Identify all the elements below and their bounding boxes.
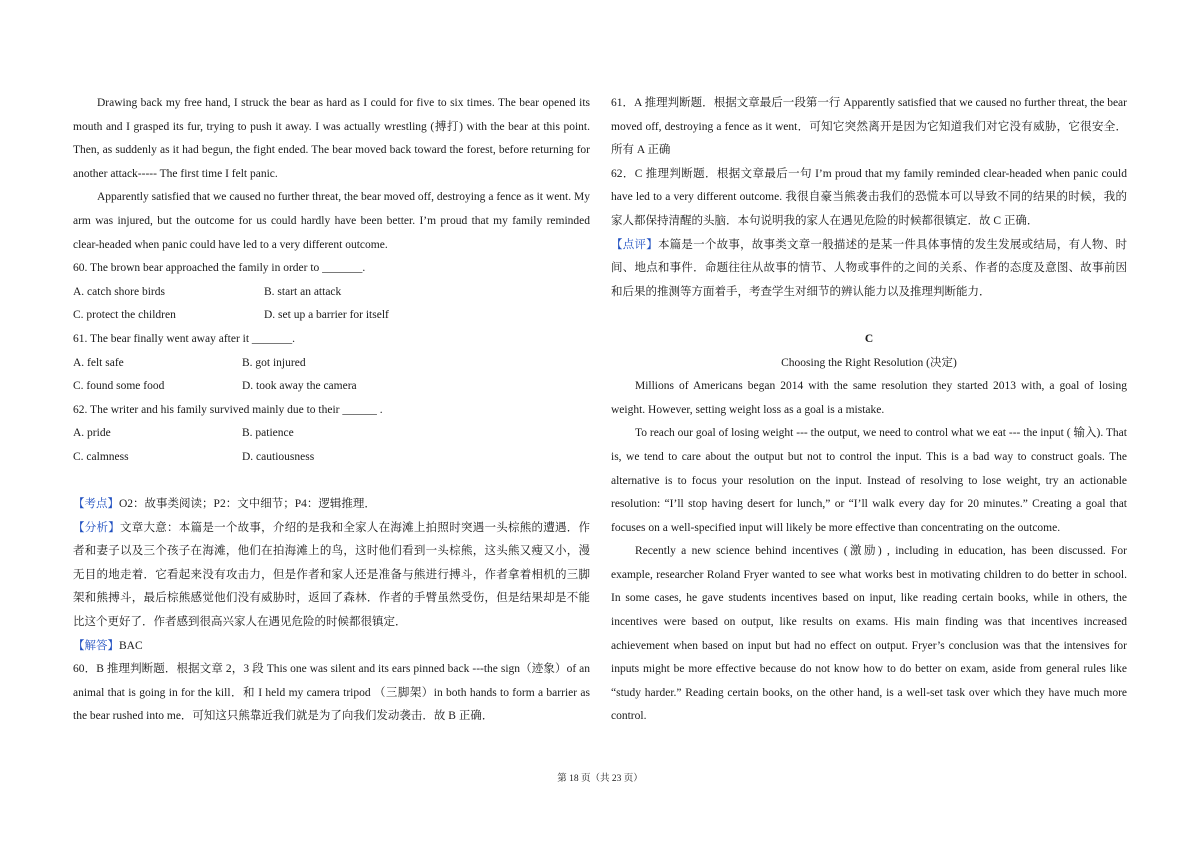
left-column	[73, 92, 590, 729]
option-60-d: D. set up a barrier for itself	[264, 309, 389, 322]
question-62: 62. The writer and his family survived mainly due to their ______ .	[73, 403, 383, 416]
option-62-d: D. cautiousness	[242, 450, 315, 463]
fenxi-tag: 【分析】	[73, 521, 121, 534]
jieda-section	[73, 635, 590, 659]
question-60: 60. The brown bear approached the family in order to _______.	[73, 262, 366, 275]
passage-paragraph-1: Drawing back my free hand, I struck the bear as hard as I could for five to six times. The bear opened its mouth and I grasped its fur, trying to push it away. I was actually wrestling (搏打) with the bear at this point. Then, as suddenly as it had begun, the fight ended. The bear moved back toward the forest, before returning for another attack----- The first time I felt panic.	[73, 97, 590, 180]
answer-60: 60．B 推理判断题．根据文章 2，3 段 This one was silent and its ears pinned back ---the sign（迹象）of an animal that is going in for the kill．和 I held my camera tripod （三脚架）in both hands to form a barrier as the bear rushed into me．可知这只熊靠近我们就是为了向我们发动袭击．故 B 正确．	[73, 663, 590, 723]
fenxi-section	[73, 517, 590, 635]
question-61-options-row-2	[73, 375, 590, 399]
passage-c-paragraph-1: Millions of Americans began 2014 with the same resolution they started 2013 with, a goal of losing weight. However, setting weight loss as a goal is a mistake.	[611, 380, 1127, 416]
section-label: C	[864, 332, 874, 345]
question-61: 61. The bear finally went away after it _______.	[73, 332, 296, 345]
answer-61: 61．A 推理判断题．根据文章最后一段第一行 Apparently satisfied that we caused no further threat, the bear moved off, destroying a fence as it went．可知它突然离开是因为它知道我们对它没有威胁，它很安全．所有 A 正确	[611, 97, 1127, 157]
answer-62: 62．C 推理判断题．根据文章最后一句 I’m proud that my family reminded clear-headed when panic could have led to a very different outcome. 我很自豪当熊袭击我们的恐慌本可以导致不同的结果的时候，我的家人都保持清醒的头脑．本句说明我的家人在遇见危险的时候都很镇定．故 C 正确．	[611, 167, 1127, 227]
fenxi-text: 文章大意：本篇是一个故事，介绍的是我和全家人在海滩上拍照时突遇一头棕熊的遭遇．作者和妻子以及三个孩子在海滩，他们在拍海滩上的鸟，这时他们看到一头棕熊，这头熊又瘦又小，漫无目的地走着．它看起来没有攻击力，但是作者和家人还是准备与熊进行搏斗，作者拿着相机的三脚架和熊搏斗，最后棕熊感觉他们没有威胁时，返回了森林．作者的手臂虽然受伤，但是结果却是不能比这个更好了．作者感到很高兴家人在遇见危险的时候都很镇定．	[73, 521, 591, 629]
option-61-a: A. felt safe	[73, 356, 124, 369]
passage-paragraph-2: Apparently satisfied that we caused no further threat, the bear moved off, destroying a fence as it went. My arm was injured, but the outcome for us could hardly have been better. I’m proud that my family reminded clear-headed when panic could have led to a very different outcome.	[73, 191, 590, 251]
dianping-tag: 【点评】	[611, 238, 658, 251]
passage-c-paragraph-3: Recently a new science behind incentives (激励) , including in education, has been discussed. For example, researcher Roland Fryer wanted to see what works best in motivating children to do better in school. In some cases, he gave students incentives based on input, like reading certain books, while in others, the incentives were based on output, like results on exams. His main finding was that incentives increased achievement when based on input but had no effect on output. Fryer’s conclusion was that the intensives for inputs might be more effective because do not know how to do better on exam, aside from general rules like “study harder.” Reading certain books, on the other hand, is a well-set task over which they have much more control.	[611, 545, 1127, 723]
passage-title: Choosing the Right Resolution (决定)	[781, 356, 957, 369]
option-61-c: C. found some food	[73, 380, 165, 393]
option-60-c: C. protect the children	[73, 309, 176, 322]
question-61-options-row-1	[73, 352, 590, 376]
dianping-text: 本篇是一个故事，故事类文章一般描述的是某一件具体事情的发生发展或结局，有人物、时间、地点和事件．命题往往从故事的情节、人物或事件的之间的关系、作者的态度及意图、故事前因和后果的推测等方面着手，考查学生对细节的辨认能力以及推理判断能力．	[611, 238, 1128, 298]
option-60-b: B. start an attack	[264, 285, 342, 298]
question-60-options-row-2	[73, 304, 590, 328]
dianping-section	[611, 234, 1127, 305]
option-62-b: B. patience	[242, 427, 294, 440]
option-61-d: D. took away the camera	[242, 380, 357, 393]
spacer	[73, 470, 590, 494]
kaodian-text: O2：故事类阅读；P2：文中细节；P4：逻辑推理．	[119, 498, 376, 511]
page-footer: 第 18 页（共 23 页）	[557, 774, 643, 784]
option-60-a: A. catch shore birds	[73, 285, 165, 298]
kaodian-section	[73, 493, 590, 517]
jieda-text: BAC	[119, 639, 143, 652]
spacer	[611, 304, 1127, 328]
option-61-b: B. got injured	[242, 356, 306, 369]
option-62-a: A. pride	[73, 427, 111, 440]
right-column	[611, 92, 1127, 729]
passage-c-paragraph-2: To reach our goal of losing weight --- the output, we need to control what we eat --- the input ( 输入). That is, we tend to care about the output but not to control the input. This is a bad way to construct goals. The alternative is to focus your resolution on the input. Instead of resolving to lose weight, try an actionable resolution: “I’ll stop having desert for lunch,” or “I’ll walk every day for 20 minutes.” Creating a goal that focuses on a well-specified input will likely be more effective than concentrating on the outcome.	[611, 427, 1127, 534]
question-60-options-row-1	[73, 281, 590, 305]
jieda-tag: 【解答】	[73, 639, 119, 652]
option-62-c: C. calmness	[73, 450, 129, 463]
kaodian-tag: 【考点】	[73, 498, 119, 511]
question-62-options-row-2	[73, 446, 590, 470]
question-62-options-row-1	[73, 422, 590, 446]
